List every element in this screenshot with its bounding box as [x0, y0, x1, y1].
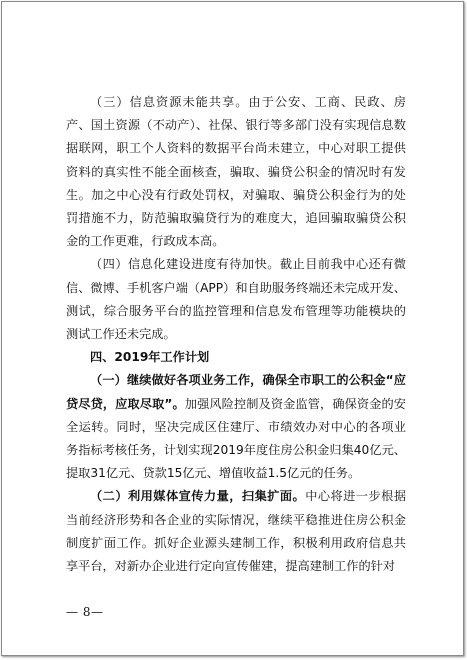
plan-media-body: 中心将进一步根据当前经济形势和各企业的实际情况，继续平稳推进住房公积金制度扩面工作。抓好企业源头建制工作，积极利用政府信息共享平台，对新办企业进行定向宣传催建，提高建制工作的针对: [66, 489, 407, 574]
paragraph-info-resources: （三）信息资源未能共享。由于公安、工商、民政、房产、国土资源（不动产）、社保、银行等多部门没有实现信息数据联网，职工个人资料的数据平台尚未建立，中心对职工提供资料的真实性不能全面核查，骗取、骗贷公积金的情况时有发生。加之中心没有行政处罚权，对骗取、骗贷公积金行为的处罚措施不力，防范骗取骗贷行为的难度大，追回骗取骗贷公积金的工作更难，行政成本高。: [66, 95, 406, 249]
paragraph-plan-media: [66, 485, 406, 578]
plan-media-lead: （二）利用媒体宣传力量，扫集扩面。: [90, 489, 306, 504]
document-page: [1, 1, 464, 656]
page-number: — 8—: [66, 605, 104, 619]
section-heading-2019-plan: 四、2019年工作计划: [90, 350, 210, 365]
plan-business-body: 加强风险控制及资金监管，确保资金的安全运转。同时，坚决完成区住建厅、市绩效办对中心的各项业务指标考核任务，计划实现2019年度住房公积金归集40亿元、提取31亿元、贷款15亿元、增值收益1.5亿元的任务。: [66, 396, 406, 481]
paragraph-plan-business: [66, 369, 406, 485]
paragraph-informatization: （四）信息化建设进度有待加快。截止目前我中心还有微信、微博、手机客户端（APP）和自助服务终端还未完成开发、测试，综合服务平台的监控管理和信息发布管理等功能模块的测试工作还未完成。: [66, 257, 406, 342]
document-body: [66, 91, 406, 578]
plan-business-lead: （一）继续做好各项业务工作，确保全市职工的公积金“应贷尽贷，应取尽取”。: [66, 373, 406, 411]
